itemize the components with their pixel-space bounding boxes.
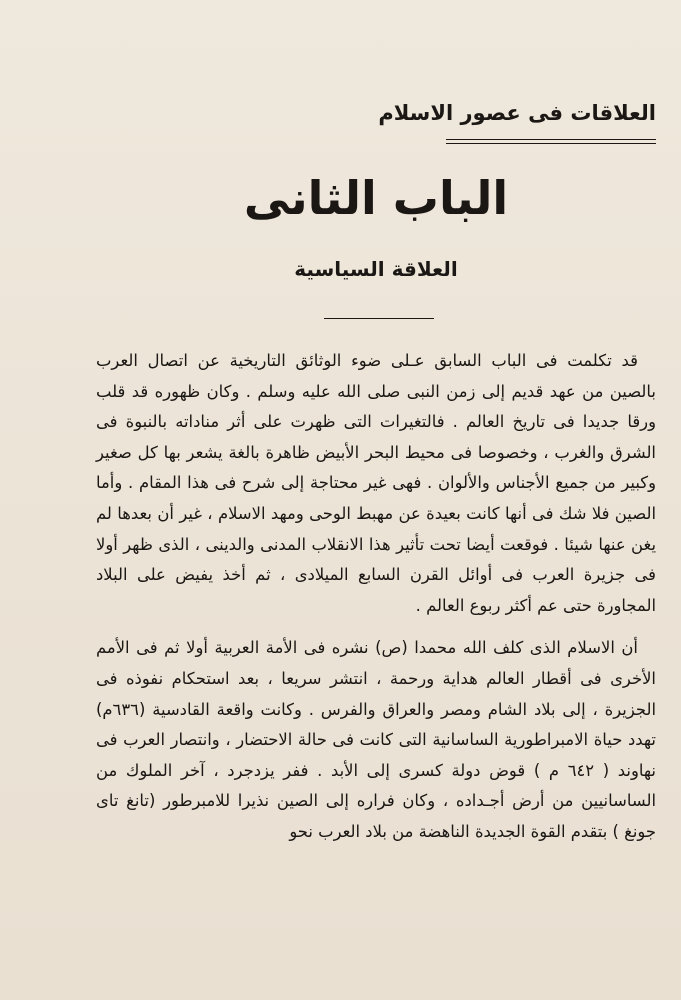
- chapter-subtitle: العلاقة السياسية: [294, 257, 458, 281]
- body-text: [96, 346, 656, 860]
- paragraph-2: أن الاسلام الذى كلف الله محمدا (ص) نشره فى الأمة العربية أولا ثم فى الأمم الأخرى فى أقطار العالم هداية ورحمة ، انتشر سريعا ، بعد استحكام نفوذه فى الجزيرة ، إلى بلاد الشام ومصر والعراق والفرس . وكانت واقعة القادسية (٦٣٦م) تهدد حياة الامبراطورية الساسانية التى كانت فى حالة الاحتضار ، وانتصار العرب فى نهاوند ( ٦٤٢ م ) قوض دولة كسرى إلى الأبد . ففر يزدجرد ، آخر الملوك من الساسانيين من أرض أجـداده ، وكان فراره إلى الصين نذيرا للامبرطور (تانغ تاى جونغ ) بتقدم القوة الجديدة الناهضة من بلاد العرب نحو: [96, 638, 656, 841]
- paragraph-1: قد تكلمت فى الباب السابق عـلى ضوء الوثائق التاريخية عن اتصال العرب بالصين من عهد قديم إلى زمن النبى صلى الله عليه وسلم . وكان ظهوره قد قلب ورقا جديدا فى تاريخ العالم . فالتغيرات التى ظهرت على أثر مناداته بالنبوة فى الشرق والغرب ، وخصوصا فى محيط البحر الأبيض ظاهرة بالغة يشعر بها كل صغير وكبير من جميع الأجناس والألوان . فهى غير محتاجة إلى شرح فى هذا المقام . وأما الصين فلا شك فى أنها كانت بعيدة عن مهبط الوحى ومهد الاسلام ، غير أن بعدها لم يغن عنها شيئا . فوقعت أيضا تحت تأثير هذا الانقلاب المدنى والدينى ، الذى ظهر أولا فى جزيرة العرب فى أوائل القرن السابع الميلادى ، ثم أخذ يفيض على البلاد المجاورة حتى عم أكثر ربوع العالم .: [96, 351, 656, 615]
- chapter-title: الباب الثانى: [243, 171, 509, 225]
- title-divider: [324, 318, 434, 319]
- header-rule: [446, 139, 656, 140]
- page-content: [96, 96, 656, 976]
- running-header: العلاقات فى عصور الاسلام: [378, 101, 656, 125]
- header-rule-secondary: [446, 143, 656, 144]
